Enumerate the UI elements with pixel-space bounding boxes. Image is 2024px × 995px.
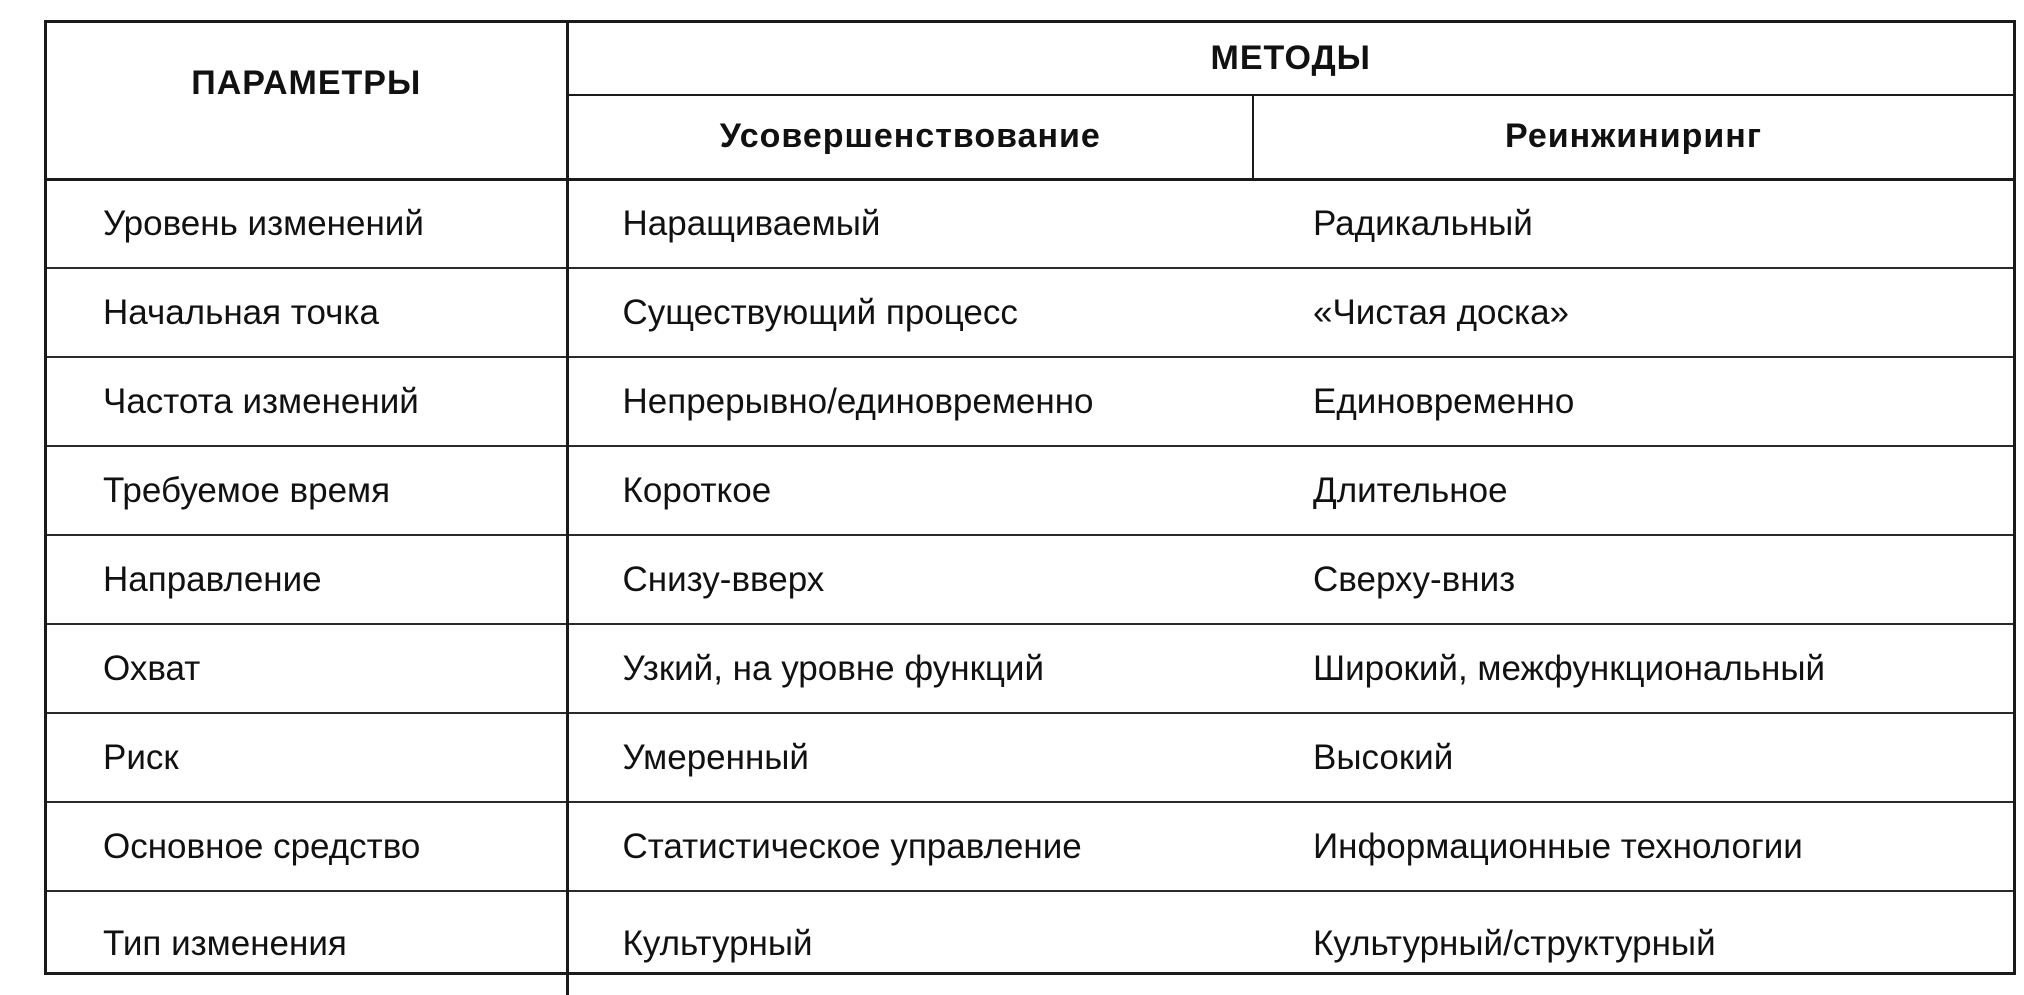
row-reengineering-value: Сверху-вниз [1253,535,2013,624]
row-parameter: Риск [47,713,567,802]
row-improvement-value: Существующий процесс [567,268,1253,357]
header-method-improvement: Усовершенствование [567,95,1253,179]
header-params: ПАРАМЕТРЫ [47,23,567,179]
header-row-top [47,23,2013,95]
row-parameter: Уровень изменений [47,179,567,268]
row-reengineering-value: Высокий [1253,713,2013,802]
row-reengineering-value: Широкий, межфункциональный [1253,624,2013,713]
row-improvement-value: Статистическое управление [567,802,1253,891]
table-row [47,713,2013,802]
row-parameter: Начальная точка [47,268,567,357]
row-parameter: Частота изменений [47,357,567,446]
row-reengineering-value: Культурный/структурный [1313,923,1716,963]
header-methods: МЕТОДЫ [567,23,2013,95]
row-parameter: Направление [47,535,567,624]
table-row [47,357,2013,446]
row-reengineering-value: Радикальный [1253,179,2013,268]
row-reengineering-value: Единовременно [1253,357,2013,446]
row-improvement-value: Умеренный [567,713,1253,802]
table-row [47,535,2013,624]
table-row [47,179,2013,268]
methods-table [47,23,2013,995]
row-improvement-value: Непрерывно/единовременно [567,357,1253,446]
row-improvement-value: Наращиваемый [567,179,1253,268]
comparison-table [44,20,2016,975]
row-parameter: Охват [47,624,567,713]
row-improvement-value: Снизу-вверх [567,535,1253,624]
row-parameter: Требуемое время [47,446,567,535]
row-parameter: Тип изменения [47,891,567,995]
row-improvement-value: Культурный [622,923,813,963]
row-reengineering-value: «Чистая доска» [1253,268,2013,357]
row-improvement-value: Короткое [567,446,1253,535]
table-row [47,802,2013,891]
row-reengineering-value: Информационные технологии [1253,802,2013,891]
row-reengineering-value: Длительное [1253,446,2013,535]
table-row [47,446,2013,535]
row-improvement-value: Узкий, на уровне функций [567,624,1253,713]
row-parameter: Основное средство [47,802,567,891]
table-row [47,268,2013,357]
table-row [47,891,2013,995]
header-method-reengineering: Реинжиниринг [1253,95,2013,179]
table-row [47,624,2013,713]
